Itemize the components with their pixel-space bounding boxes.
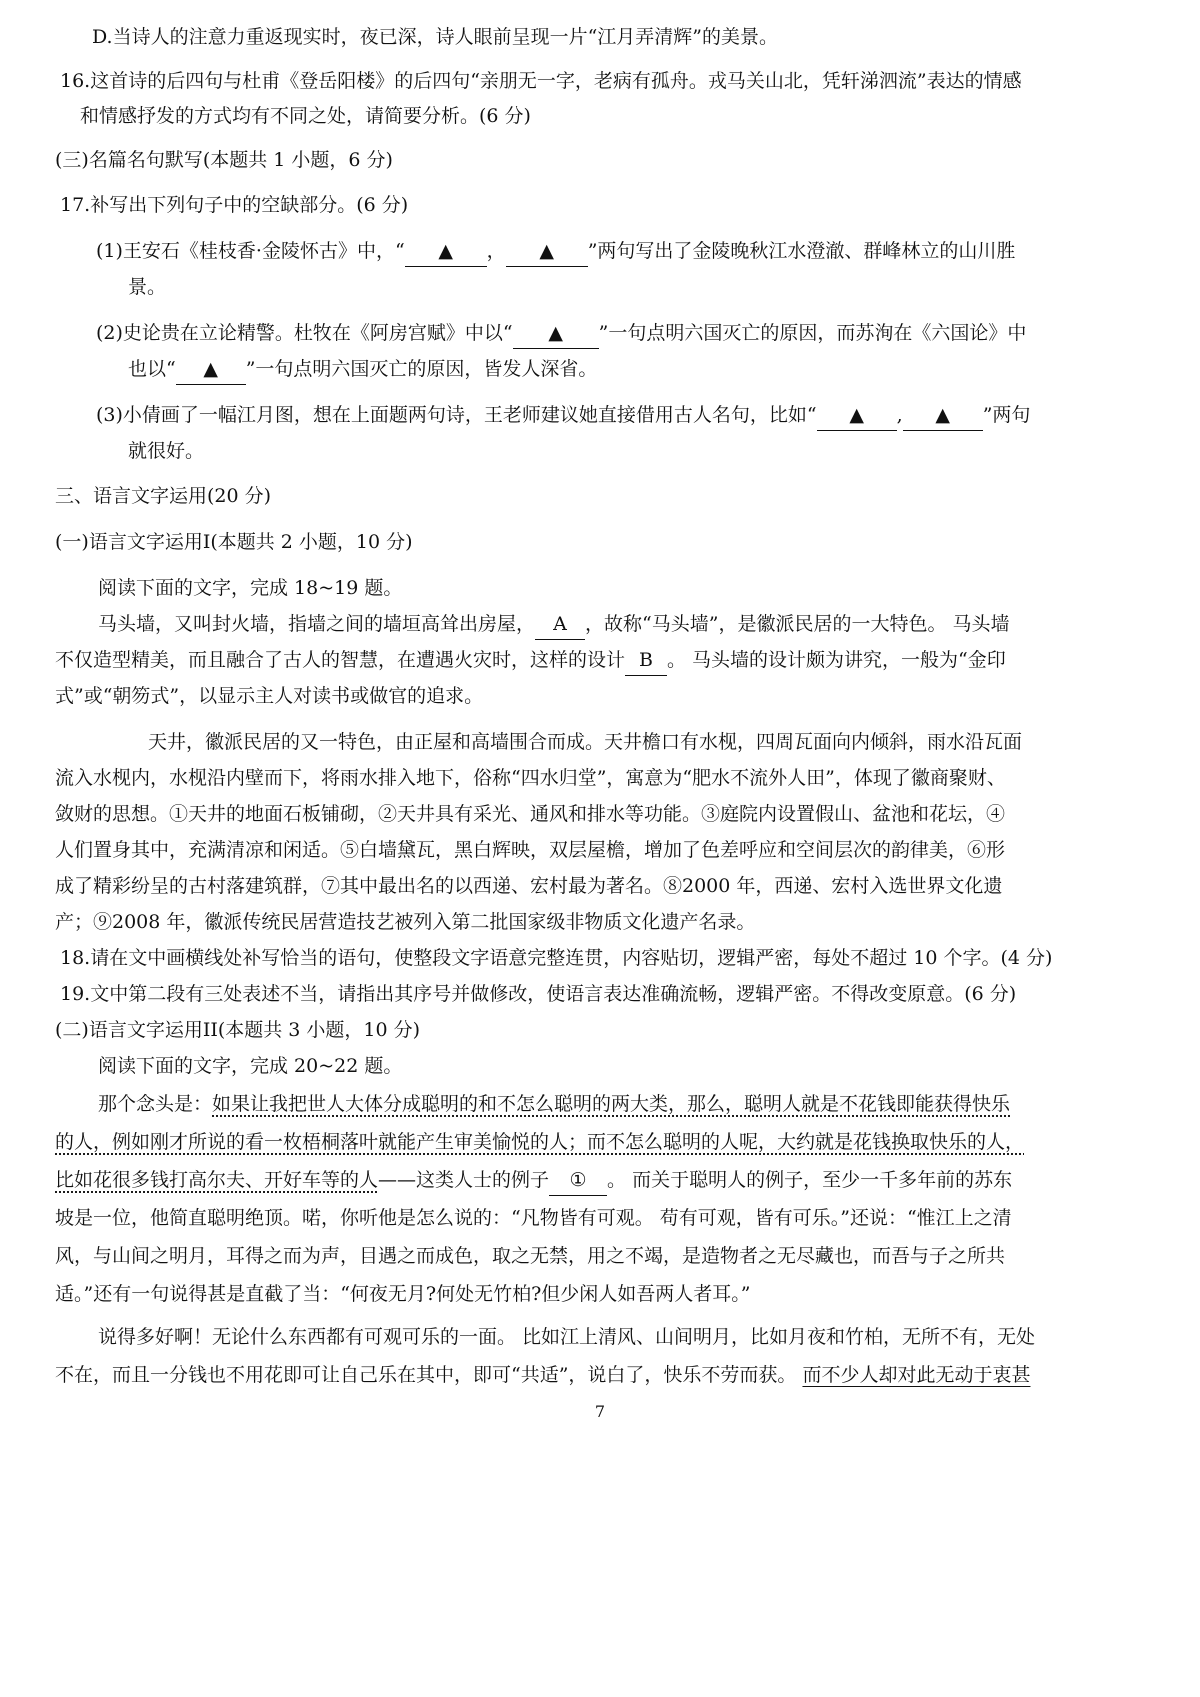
passage-3-line-4: 坡是一位，他简直聪明绝顶。喏，你听他是怎么说的：“凡物皆有可观。 苟有可观，皆有可乐。”还说：“惟江上之清 <box>55 1207 1012 1229</box>
question-17-item-3 <box>96 400 1030 431</box>
item-2-text-b: ”一句点明六国灭亡的原因，而苏洵在《六国论》中 <box>598 322 1027 344</box>
item-3-text-a: (3)小倩画了一幅江月图，想在上面题两句诗，王老师建议她直接借用古人名句，比如“ <box>96 404 817 426</box>
item-1-text-a: (1)王安石《桂枝香·金陵怀古》中，“ <box>96 240 405 262</box>
passage-3-line-1 <box>98 1089 1010 1119</box>
passage-1-line-2 <box>55 645 1006 676</box>
passage-2-line-4: 人们置身其中，充满清凉和闲适。⑤白墙黛瓦，黑白辉映，双层屋檐，增加了色差呼应和空间层次的韵律美，⑥形 <box>55 839 1006 861</box>
passage-text: 不仅造型精美，而且融合了古人的智慧，在遭遇火灾时，这样的设计 <box>55 649 626 671</box>
passage-text: 。 而关于聪明人的例子，至少一千多年前的苏东 <box>607 1169 1013 1191</box>
passage-4-line-1: 说得多好啊！无论什么东西都有可观可乐的一面。 比如江上清风、山间明月，比如月夜和竹柏，无所不有，无处 <box>98 1326 1036 1348</box>
question-16-line-2: 和情感抒发的方式均有不同之处，请简要分析。(6 分) <box>80 105 531 127</box>
dotted-emphasis: 比如花很多钱打高尔夫、开好车等的人 <box>55 1169 379 1191</box>
passage-text: ，故称“马头墙”，是徽派民居的一大特色。 马头墙 <box>585 613 1010 635</box>
question-17-title: 17.补写出下列句子中的空缺部分。(6 分) <box>60 194 409 216</box>
subsection-1-title: (一)语言文字运用I(本题共 2 小题，10 分) <box>55 531 413 553</box>
passage-text: 。 马头墙的设计颇为讲究，一般为“金印 <box>667 649 1006 671</box>
answer-blank[interactable] <box>513 318 599 349</box>
passage-2-line-2: 流入水枧内，水枧沿内壁而下，将雨水排入地下，俗称“四水归堂”，寓意为“肥水不流外人田”，体现了徽商聚财、 <box>55 767 1006 789</box>
passage-2-line-5: 成了精彩纷呈的古村落建筑群，⑦其中最出名的以西递、宏村最为著名。⑧2000 年，西递、宏村入选世界文化遗 <box>55 875 1003 897</box>
answer-blank[interactable] <box>405 236 487 267</box>
question-17-item-3-cont: 就很好。 <box>128 440 205 462</box>
passage-3-line-6: 适。”还有一句说得甚是直截了当：“何夜无月?何处无竹柏?但少闲人如吾两人者耳。” <box>55 1283 751 1305</box>
answer-blank[interactable] <box>817 400 897 431</box>
passage-text: 不在，而且一分钱也不用花即可让自己乐在其中，即可“共适”，说白了，快乐不劳而获。 <box>55 1364 803 1386</box>
item-1-text-c: ”两句写出了金陵晚秋江水澄澈、群峰林立的山川胜 <box>587 240 1016 262</box>
answer-blank[interactable] <box>176 354 246 385</box>
passage-3-line-3 <box>55 1165 1012 1196</box>
answer-blank[interactable] <box>506 236 588 267</box>
passage-2-line-1: 天井，徽派民居的又一特色，由正屋和高墙围合而成。天井檐口有水枧，四周瓦面向内倾斜，雨水沿瓦面 <box>148 731 1023 753</box>
item-3-text-c: ”两句 <box>982 404 1031 426</box>
dotted-emphasis: 如果让我把世人大体分成聪明的和不怎么聪明的两大类，那么，聪明人就是不花钱即能获得快乐 <box>212 1093 1011 1115</box>
passage-3-line-2 <box>55 1127 1024 1157</box>
passage-1-line-1 <box>98 609 1009 640</box>
blank-marker: ▲ <box>548 322 563 344</box>
passage-2-line-3: 敛财的思想。①天井的地面石板铺砌，②天井具有采光、通风和排水等功能。③庭院内设置假山、盆池和花坛，④ <box>55 803 1006 825</box>
item-1-text-b: ， <box>486 240 506 262</box>
question-17-item-1-cont: 景。 <box>128 276 167 298</box>
question-19: 19.文中第二段有三处表述不当，请指出其序号并做修改，使语言表达准确流畅，逻辑严密。不得改变原意。(6 分) <box>60 983 1017 1005</box>
blank-marker: ▲ <box>203 358 219 380</box>
blank-a[interactable]: A <box>535 609 585 640</box>
question-17-item-2-cont <box>128 354 597 385</box>
item-2-text-a: (2)史论贵在立论精警。杜牧在《阿房宫赋》中以“ <box>96 322 513 344</box>
reading-instruction-1: 阅读下面的文字，完成 18~19 题。 <box>98 577 403 599</box>
passage-3-line-5: 风，与山间之明月，耳得之而为声，目遇之而成色，取之无禁，用之不竭，是造物者之无尽藏也，而吾与子之所共 <box>55 1245 1006 1267</box>
item-2-text-c: 也以“ <box>128 358 176 380</box>
answer-blank[interactable] <box>903 400 983 431</box>
blank-1[interactable]: ① <box>549 1165 607 1196</box>
passage-text: 那个念头是： <box>98 1093 213 1115</box>
section-3-title: (三)名篇名句默写(本题共 1 小题，6 分) <box>55 149 393 171</box>
question-18: 18.请在文中画横线处补写恰当的语句，使整段文字语意完整连贯，内容贴切，逻辑严密，每处不超过 10 个字。(4 分) <box>60 947 1053 969</box>
reading-instruction-2: 阅读下面的文字，完成 20~22 题。 <box>98 1055 403 1077</box>
passage-1-line-3: 式”或“朝笏式”，以显示主人对读书或做官的追求。 <box>55 685 484 707</box>
option-d: D.当诗人的注意力重返现实时，夜已深，诗人眼前呈现一片“江月弄清辉”的美景。 <box>92 26 779 48</box>
question-16-line-1: 16.这首诗的后四句与杜甫《登岳阳楼》的后四句“亲朋无一字，老病有孤舟。戎马关山北，凭轩涕泗流”表达的情感 <box>60 70 1022 92</box>
question-17-item-2 <box>96 318 1026 349</box>
blank-marker: ▲ <box>849 404 864 426</box>
part-3-title: 三、语言文字运用(20 分) <box>55 485 272 507</box>
blank-marker: ▲ <box>539 240 554 262</box>
item-3-text-b: , <box>896 404 903 426</box>
page-number: 7 <box>594 1402 606 1421</box>
passage-text: ——这类人士的例子 <box>378 1169 550 1191</box>
passage-2-line-6: 产；⑨2008 年，徽派传统民居营造技艺被列入第二批国家级非物质文化遗产名录。 <box>55 911 756 933</box>
underlined-sentence: 而不少人却对此无动于衷甚 <box>802 1364 1031 1386</box>
blank-marker: ▲ <box>438 240 453 262</box>
question-17-item-1 <box>96 236 1015 267</box>
passage-text: 马头墙，又叫封火墙，指墙之间的墙垣高耸出房屋， <box>98 613 536 635</box>
dotted-emphasis: 的人，例如刚才所说的看一枚梧桐落叶就能产生审美愉悦的人；而不怎么聪明的人呢，大约就是花钱换取快乐的人， <box>55 1131 1025 1153</box>
passage-4-line-2 <box>55 1360 1030 1390</box>
blank-b[interactable]: B <box>625 645 667 676</box>
blank-marker: ▲ <box>935 404 950 426</box>
subsection-2-title: (二)语言文字运用II(本题共 3 小题，10 分) <box>55 1019 421 1041</box>
item-2-text-d: ”一句点明六国灭亡的原因，皆发人深省。 <box>245 358 598 380</box>
